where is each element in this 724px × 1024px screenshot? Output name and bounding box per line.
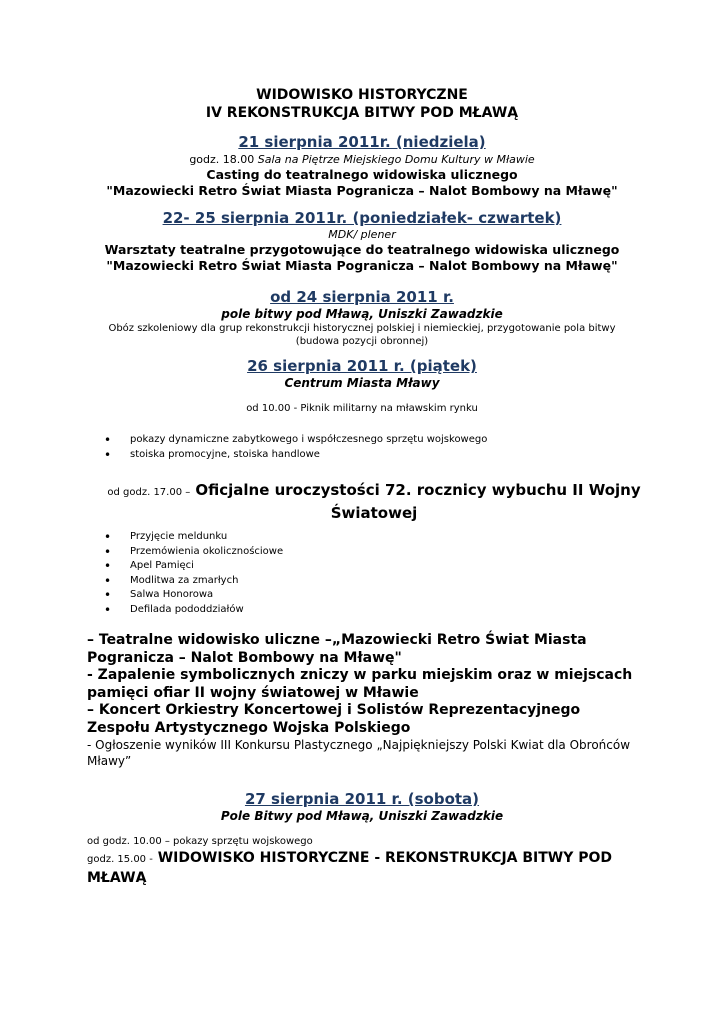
bullet-icon: • xyxy=(104,544,112,559)
program-item-candles: - Zapalenie symbolicznych zniczy w parku miejskim oraz w miejscach pamięci ofiar II wojny światowej w Mławie xyxy=(87,667,633,701)
evening-program xyxy=(87,632,647,769)
program-item-contest: - Ogłoszenie wyników III Konkursu Plastycznego „Najpiękniejszy Polski Kwiat dla Obrońców Mławy” xyxy=(87,738,631,768)
bullet-icon: • xyxy=(104,530,112,544)
reenactment-time: godz. 15.00 - xyxy=(87,854,153,865)
list-item-text: pokazy dynamiczne zabytkowego i współczesnego sprzętu wojskowego xyxy=(130,434,488,445)
section-line-2: "Mazowiecki Retro Świat Miasta Pogranicza – Nalot Bombowy na Mławę" xyxy=(106,183,618,198)
section-27-august xyxy=(0,790,724,824)
list-item-text: stoiska promocyjne, stoiska handlowe xyxy=(130,448,320,460)
ceremony-heading xyxy=(94,480,654,523)
picnic-line: od 10.00 - Piknik militarny na mławskim rynku xyxy=(246,403,478,414)
list-item-text: Apel Pamięci xyxy=(130,560,194,571)
list-item-text: Salwa Honorowa xyxy=(130,589,214,600)
reenactment-title: WIDOWISKO HISTORYCZNE - REKONSTRUKCJA BITWY POD MŁAWĄ xyxy=(87,850,613,886)
list-item xyxy=(104,448,487,463)
section-place: Sala na Piętrze Miejskiego Domu Kultury w Mławie xyxy=(257,153,535,166)
section-24-august xyxy=(0,288,724,348)
list-item xyxy=(104,545,283,560)
program-item-equipment-show: od godz. 10.00 – pokazy sprzętu wojskowego xyxy=(87,836,313,847)
section-line-2: (budowa pozycji obronnej) xyxy=(295,336,429,347)
bullet-icon: • xyxy=(104,602,112,617)
section-date: 21 sierpnia 2011r. (niedziela) xyxy=(238,133,486,151)
section-place: MDK/ plener xyxy=(328,228,396,241)
section-line-2: "Mazowiecki Retro Świat Miasta Pogranicza – Nalot Bombowy na Mławę" xyxy=(106,258,618,273)
program-item-reenactment xyxy=(87,849,647,888)
section-date: 27 sierpnia 2011 r. (sobota) xyxy=(244,790,480,808)
title-line-1: WIDOWISKO HISTORYCZNE xyxy=(256,87,468,103)
list-item-text: Modlitwa za zmarłych xyxy=(130,574,239,586)
picnic-bullet-list xyxy=(104,433,487,462)
section-time-place xyxy=(0,152,724,167)
section-26-august xyxy=(0,357,724,391)
bullet-icon: • xyxy=(104,588,112,602)
list-item xyxy=(104,433,487,448)
program-item-concert: – Koncert Orkiestry Koncertowej i Solistów Reprezentacyjnego Zespołu Artystycznego Wojska Polskiego xyxy=(87,702,581,736)
section-place: pole bitwy pod Mławą, Uniszki Zawadzkie xyxy=(221,307,503,321)
section-21-august xyxy=(0,133,724,199)
bullet-icon: • xyxy=(104,433,112,447)
section-time: godz. 18.00 xyxy=(189,153,255,166)
list-item xyxy=(104,588,283,603)
bullet-icon: • xyxy=(104,559,112,573)
section-22-25-august xyxy=(0,209,724,274)
list-item-text: Przemówienia okolicznościowe xyxy=(130,545,284,557)
list-item-text: Defilada pododdziałów xyxy=(130,603,244,615)
list-item xyxy=(104,559,283,574)
section-line-1: Warsztaty teatralne przygotowujące do teatralnego widowiska ulicznego xyxy=(104,242,620,257)
bullet-icon: • xyxy=(104,573,112,588)
document-title xyxy=(0,86,724,122)
list-item xyxy=(104,603,283,618)
list-item-text: Przyjęcie meldunku xyxy=(130,531,228,542)
list-item xyxy=(104,530,283,545)
title-line-2: IV REKONSTRUKCJA BITWY POD MŁAWĄ xyxy=(205,105,519,121)
section-date: 22- 25 sierpnia 2011r. (poniedziałek- czwartek) xyxy=(162,209,562,227)
section-line-1: Obóz szkoleniowy dla grup rekonstrukcji historycznej polskiej i niemieckiej, przygotowanie pola bitwy xyxy=(108,323,616,334)
bullet-icon: • xyxy=(104,447,112,462)
ceremony-title: Oficjalne uroczystości 72. rocznicy wybuchu II Wojny Światowej xyxy=(195,481,641,522)
ceremony-bullet-list xyxy=(104,530,283,617)
section-place: Centrum Miasta Mławy xyxy=(284,376,440,390)
ceremony-time: od godz. 17.00 – xyxy=(107,487,191,498)
section-date: od 24 sierpnia 2011 r. xyxy=(270,288,454,306)
section-line-1: Casting do teatralnego widowiska ulicznego xyxy=(206,167,518,182)
saturday-program xyxy=(87,835,647,888)
list-item xyxy=(104,574,283,589)
section-date: 26 sierpnia 2011 r. (piątek) xyxy=(247,357,477,375)
section-place: Pole Bitwy pod Mławą, Uniszki Zawadzkie xyxy=(220,809,504,823)
program-item-theatre: – Teatralne widowisko uliczne –„Mazowiecki Retro Świat Miasta Pogranicza – Nalot Bombowy na Mławę" xyxy=(87,632,587,666)
